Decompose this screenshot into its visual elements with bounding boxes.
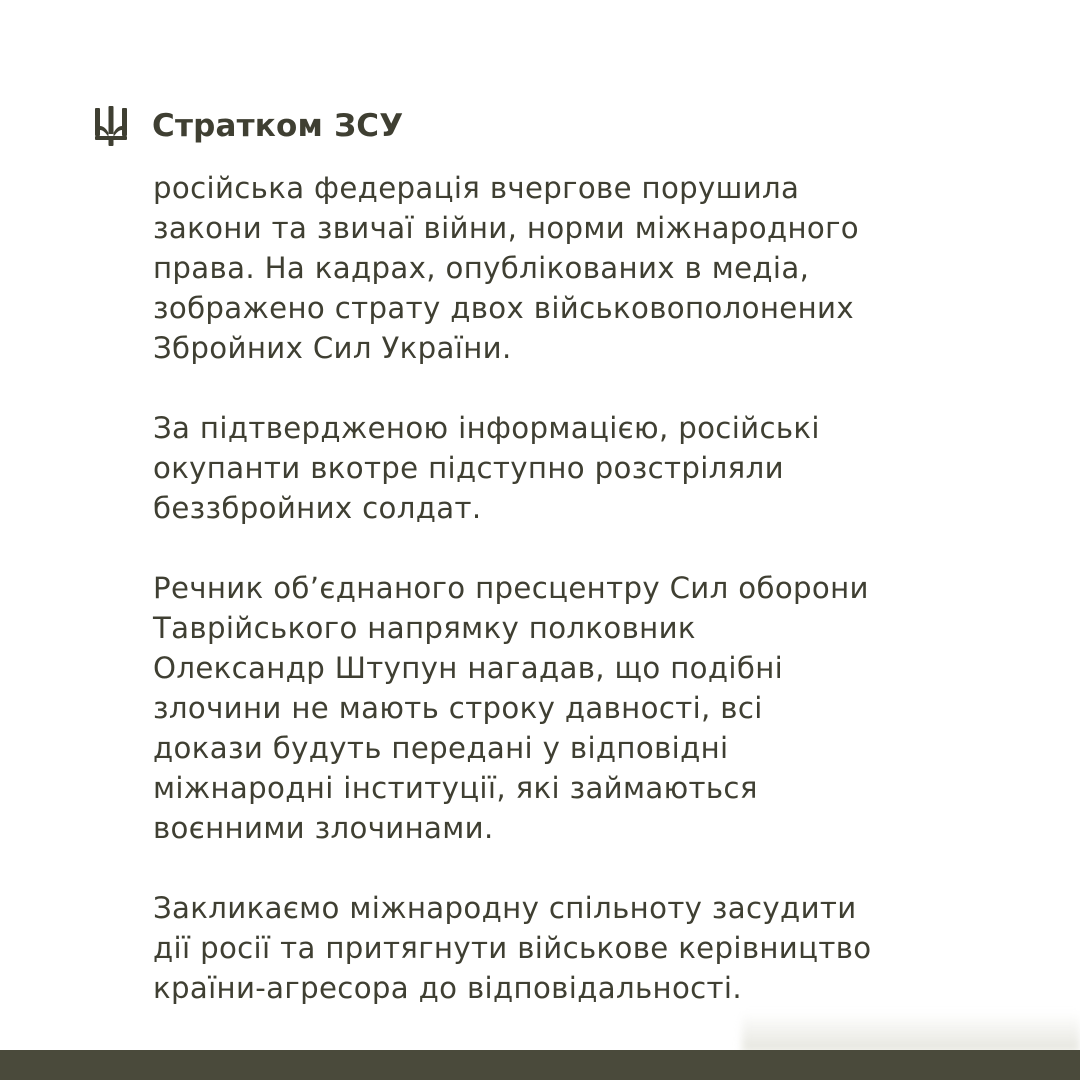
text-line: російська федерація вчергове порушила xyxy=(153,171,800,205)
text-line: беззбройних солдат. xyxy=(153,491,482,525)
footer-bar xyxy=(0,1050,1080,1080)
text-line: окупанти вкотре підступно розстріляли xyxy=(153,451,784,485)
text-line: Закликаємо міжнародну спільноту засудити xyxy=(153,891,857,925)
text-line: воєнними злочинами. xyxy=(153,811,494,845)
paragraph-3 xyxy=(153,568,1053,848)
blur-overlay xyxy=(742,1012,1080,1052)
paragraph-1 xyxy=(153,168,1053,368)
text-line: права. На кадрах, опублікованих в медіа, xyxy=(153,251,810,285)
header xyxy=(94,104,403,148)
paragraph-2 xyxy=(153,408,1053,528)
text-line: Олександр Штупун нагадав, що подібні xyxy=(153,651,784,685)
text-line: докази будуть передані у відповідні xyxy=(153,731,729,765)
text-line: Речник об’єднаного пресцентру Сил оборони xyxy=(153,571,869,605)
text-line: За підтвердженою інформацією, російські xyxy=(153,411,820,445)
brand-name: Стратком ЗСУ xyxy=(152,108,404,144)
text-line: дії росії та притягнути військове керівництво xyxy=(153,931,872,965)
text-line: міжнародні інституції, які займаються xyxy=(153,771,758,805)
text-line: Таврійського напрямку полковник xyxy=(153,611,696,645)
text-line: закони та звичаї війни, норми міжнародного xyxy=(153,211,860,245)
text-line: країни-агресора до відповідальності. xyxy=(153,971,742,1005)
statement-text xyxy=(153,168,1053,1008)
text-line: Збройних Сил України. xyxy=(153,331,512,365)
text-line: зображено страту двох військовополонених xyxy=(153,291,854,325)
paragraph-4 xyxy=(153,888,1053,1008)
text-line: злочини не мають строку давності, всі xyxy=(153,691,763,725)
trident-icon xyxy=(94,106,128,146)
